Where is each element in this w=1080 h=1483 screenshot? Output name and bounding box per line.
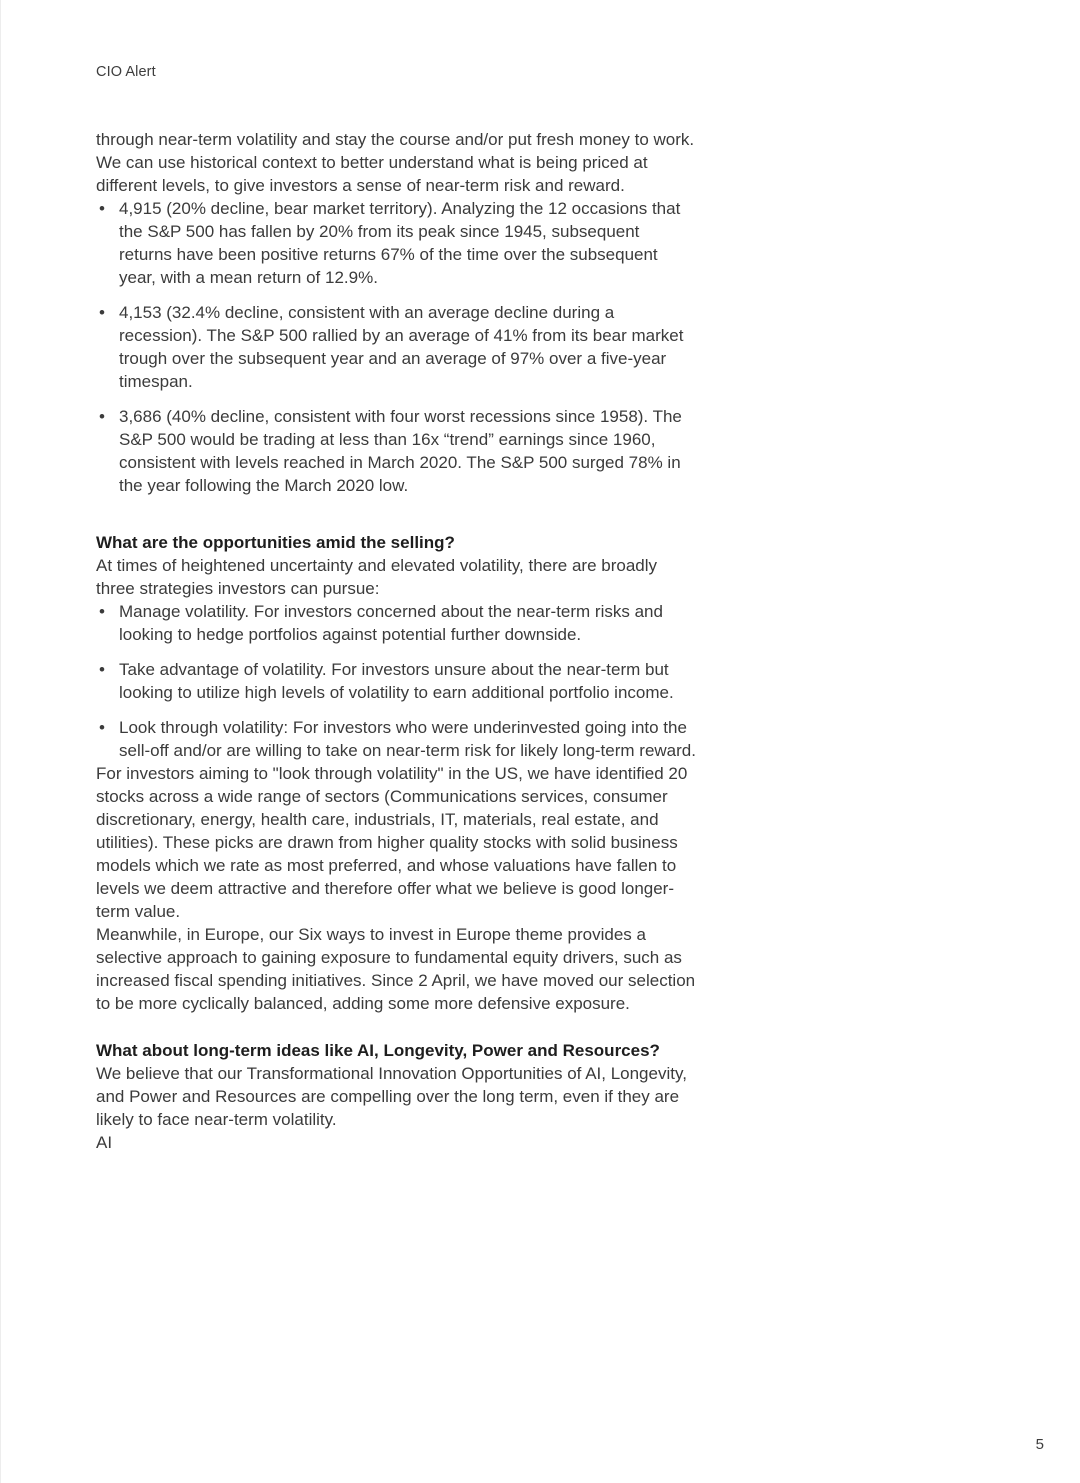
longterm-heading: What about long-term ideas like AI, Longevity, Power and Resources? [96, 1041, 660, 1060]
list-item: • 4,915 (20% decline, bear market territory). Analyzing the 12 occasions that the S&P 500 has fallen by 20% from its peak since 1945, subsequent returns have been positive returns 67% of the time over the subsequent year, with a mean return of 12.9%. [96, 197, 696, 289]
list-item: • Look through volatility: For investors who were underinvested going into the sell-off and/or are willing to take on near-term risk for likely long-term reward. [96, 716, 696, 762]
list-item: • 3,686 (40% decline, consistent with four worst recessions since 1958). The S&P 500 would be trading at less than 16x “trend” earnings since 1960, consistent with levels reached in March 2020. The S&P 500 surged 78% in the year following the March 2020 low. [96, 405, 696, 497]
running-header: CIO Alert [96, 64, 156, 80]
list-item: • Take advantage of volatility. For investors unsure about the near-term but looking to utilize high levels of volatility to earn additional portfolio income. [96, 658, 696, 704]
list-item: • 4,153 (32.4% decline, consistent with an average decline during a recession). The S&P 500 rallied by an average of 41% from its bear market trough over the subsequent year and an average of 97% over a five-year timespan. [96, 301, 696, 393]
opportunities-heading: What are the opportunities amid the selling? [96, 533, 455, 552]
section-label-ai: AI [96, 1133, 113, 1152]
strategy-list [96, 600, 696, 762]
context-paragraph: We can use historical context to better understand what is being priced at different levels, to give investors a sense of near-term risk and reward. [96, 153, 648, 195]
sp500-level-list [96, 197, 696, 497]
page-number: 5 [1035, 1436, 1044, 1453]
list-item: • Manage volatility. For investors concerned about the near-term risks and looking to hedge portfolios against potential further downside. [96, 600, 696, 646]
intro-paragraph: through near-term volatility and stay the course and/or put fresh money to work. [96, 130, 695, 149]
us-stocks-paragraph: For investors aiming to "look through volatility" in the US, we have identified 20 stocks across a wide range of sectors (Communications services, consumer discretionary, energy, health care, industrials, IT, materials, real estate, and utilities). These picks are drawn from higher quality stocks with solid business models which we rate as most preferred, and whose valuations have fallen to levels we deem attractive and therefore offer what we believe is good longer-term value. [96, 764, 688, 921]
article-body [96, 128, 696, 1154]
europe-paragraph: Meanwhile, in Europe, our Six ways to invest in Europe theme provides a selective approach to gaining exposure to fundamental equity drivers, such as increased fiscal spending initiatives. Since 2 April, we have moved our selection to be more cyclically balanced, adding some more defensive exposure. [96, 925, 696, 1013]
longterm-paragraph: We believe that our Transformational Innovation Opportunities of AI, Longevity, and Power and Resources are compelling over the long term, even if they are likely to face near-term volatility. [96, 1064, 687, 1129]
opportunities-intro-paragraph: At times of heightened uncertainty and elevated volatility, there are broadly three strategies investors can pursue: [96, 556, 658, 598]
